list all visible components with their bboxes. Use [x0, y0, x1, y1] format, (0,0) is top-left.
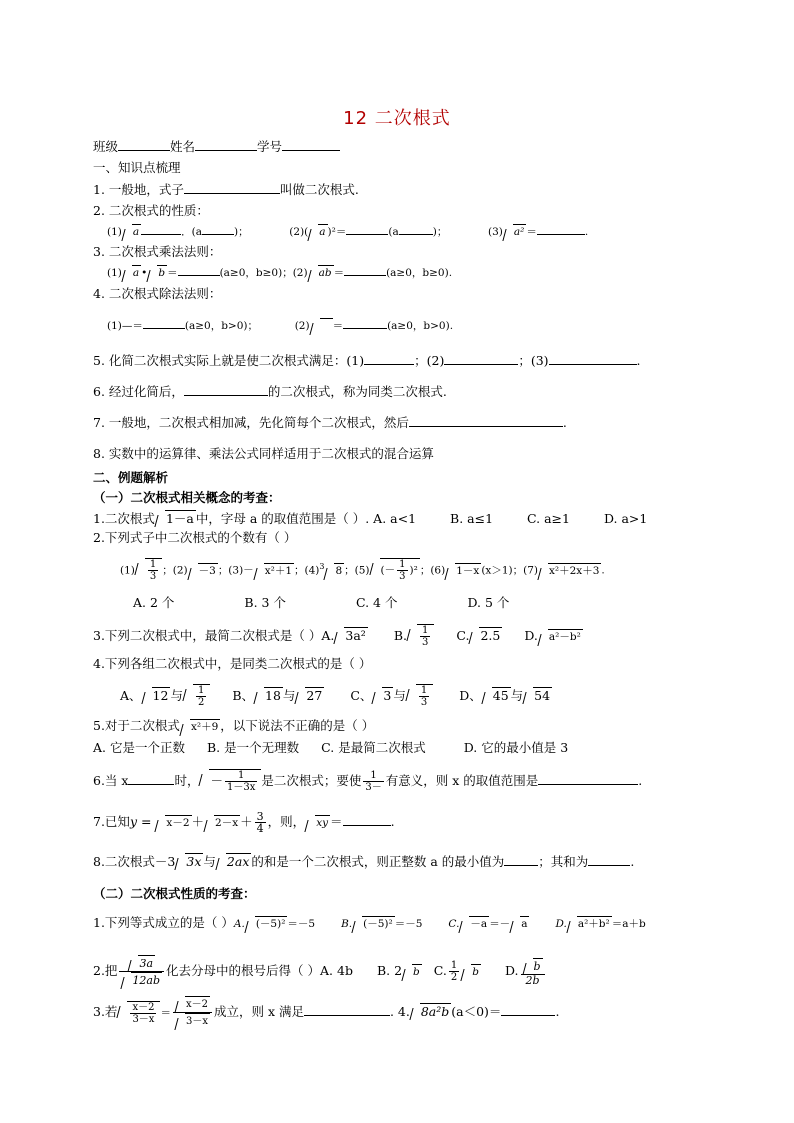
f2-opt-b: B. 2 [376, 963, 403, 978]
knowledge-item-3-title: 3. 二次根式乘法法则： [93, 244, 222, 259]
e4-and-2: 与 [282, 688, 296, 703]
sqrt-minus-3: －3 [189, 563, 218, 579]
e4-opt-b: B、 [232, 688, 254, 703]
e6-blank1[interactable] [128, 772, 174, 785]
e1-opt-d: D. a>1 [603, 511, 648, 526]
sqrt-one-third-c: $\frac{1}{3}$ [407, 684, 433, 708]
sqrt-x-minus-2: x－2 [156, 815, 191, 831]
sqrt-a2-minus-b2: a²－b² [539, 629, 583, 645]
q4-blank1[interactable] [143, 316, 185, 329]
section1-heading: 一、知识点梳理 [93, 160, 181, 175]
knowledge-item-6 [93, 383, 447, 400]
e8-post: 的和是一个二次根式，则正整数 a 的最小值为 [251, 854, 505, 869]
sqrt-ab: ab [309, 265, 334, 281]
q3-blank1[interactable] [178, 263, 220, 276]
q5-blank2[interactable] [444, 352, 518, 365]
e7-end: . [390, 814, 395, 829]
e7-mid: ，则， [267, 814, 306, 829]
sqrt-3x: 3x [176, 853, 203, 870]
sqrt-x2-plus-9: x²＋9 [181, 719, 220, 735]
sqrt-27: 27 [296, 687, 324, 704]
sqrt-b: b [403, 964, 422, 980]
sqrt-54: 54 [524, 687, 552, 704]
example-7: 7.已知y = x－2 ＋ 2－x ＋ $\frac{3}{4}$ ，则， xy ＝ . [93, 810, 395, 835]
e5-pre: 5.对于二次根式 [93, 718, 180, 733]
section2-heading: 二、例题解析 [93, 470, 169, 485]
example-6: 6.当 x 时， － $\frac{1}{1-3x}$ 是二次根式；要使 $\frac{1}{3-}$ 有意义，则 x 的取值范围是 . [93, 770, 643, 793]
q4-blank2[interactable] [343, 316, 387, 329]
e5-post: ，以下说法不正确的是（ ） [220, 718, 375, 733]
knowledge-item-7 [93, 414, 567, 431]
q4-eq: ＝ [332, 320, 344, 332]
f3-blank[interactable] [304, 1003, 390, 1016]
q6-blank[interactable] [184, 383, 268, 396]
example-2-options [133, 595, 509, 611]
knowledge-item-4-title: 4. 二次根式除法法则： [93, 286, 222, 301]
class-label: 班级 [93, 139, 119, 154]
e4-and-1: 与 [170, 688, 183, 703]
f1-opt-b: B. [341, 918, 353, 930]
f1-a-eq: ＝－5 [287, 918, 316, 930]
q2-blank3[interactable] [346, 222, 388, 235]
q4-p1: (1)—＝ [107, 320, 143, 332]
q1-text-end: 叫做二次根式. [279, 182, 359, 197]
e1-opt-b: B. a≤1 [450, 511, 494, 526]
f3-pre: 3.若 [93, 1004, 118, 1019]
property-2: 2.把 $\frac{3a}{12ab}$ 化去分母中的根号后得（ ）A. 4b B. 2 b C. $\frac{1}{2}$ b D. $\frac{b}{2b}$ [93, 955, 547, 988]
f1-opt-a: A. [233, 918, 245, 930]
f4-blank[interactable] [501, 1003, 555, 1016]
sqrt-neg5-sq-b: (－5)² [353, 916, 395, 932]
e2-item2-label: ；(2) [162, 564, 188, 577]
e2-opt-b: B. 3 个 [244, 595, 286, 610]
cbrt-8: 8 [325, 563, 344, 579]
id-blank[interactable] [282, 138, 340, 151]
e4-and-3: 与 [393, 688, 406, 703]
q7-pre: 7. 一般地，二次根式相加减，先化简每个二次根式，然后 [93, 415, 409, 430]
e5-opt-b: B. 是一个无理数 [206, 740, 300, 755]
e3-opt-c: C. [456, 628, 470, 643]
example-5-options [93, 740, 568, 756]
f3-post: 成立，则 x 满足 [213, 1004, 304, 1019]
sqrt-1-minus-x: 1－x [446, 563, 481, 579]
sqrt-2-minus-x: 2－x [205, 815, 240, 831]
f1-opt-c: C. [448, 918, 460, 930]
q5-blank1[interactable] [364, 352, 414, 365]
e5-opt-d: D. 它的最小值是 3 [463, 740, 569, 755]
q2-p1-end: )； [234, 226, 249, 238]
q3-cond1: (a≥0，b≥0)；(2) [219, 267, 308, 279]
e4-opt-a: A、 [120, 688, 142, 703]
class-blank[interactable] [118, 138, 170, 151]
knowledge-item-2-formulas [107, 222, 588, 240]
q6-pre: 6. 经过化简后， [93, 384, 184, 399]
q3-eq: ＝ [167, 267, 178, 279]
f1-pre: 1.下列等式成立的是（ ） [93, 915, 234, 930]
sqrt-one-third: $\frac{1}{3}$ [136, 558, 162, 582]
sqrt-8a2b: 8a²b [411, 1003, 451, 1020]
f1-d-eq: ＝a＋b [611, 918, 646, 930]
sqrt-a2-radical: a² [504, 224, 526, 240]
sqrt-12: 12 [143, 687, 171, 704]
property-3-4: 3.若 $\frac{x-2}{3-x}$ ＝ $\frac{x-2}{3-x}$ 成立，则 x 满足 . 4. 8a²b (a＜0)＝ . [93, 996, 559, 1029]
sqrt-a-c: a [511, 916, 529, 932]
knowledge-item-1 [93, 181, 359, 198]
e2-item4-label: ；(4) [294, 564, 320, 577]
student-info-row [93, 138, 340, 155]
e3-pre: 3.下列二次根式中，最简二次根式是（ ）A. [93, 628, 335, 643]
sqrt-neg5-sq-a: (－5)² [246, 916, 288, 932]
sqrt-a-radical-2: a [309, 224, 327, 240]
e7-y-eq: y = [129, 814, 156, 829]
sqrt-a-mul: a [123, 265, 141, 281]
q7-blank[interactable] [409, 414, 563, 427]
example-4-options [120, 684, 552, 708]
e7-plus2: ＋ [240, 814, 253, 829]
example-1 [93, 510, 647, 527]
e4-opt-d: D、 [459, 688, 482, 703]
sqrt-neg-frac: － $\frac{1}{1-3x}$ [200, 769, 261, 793]
f2-pre: 2.把 [93, 963, 118, 978]
q3-cond2: (a≥0，b≥0). [386, 267, 453, 279]
q3-label: (1) [107, 267, 122, 279]
f1-opt-d: D. [555, 918, 567, 930]
f4-end: . [555, 1004, 560, 1019]
q2-p3-label: (3) [488, 226, 503, 238]
e7-pre: 7.已知 [93, 814, 130, 829]
q2-p1-label: (1) [107, 226, 122, 238]
knowledge-item-4-formulas [107, 316, 453, 334]
q2-p2-cond: (a [388, 226, 399, 238]
knowledge-item-2-title: 2. 二次根式的性质： [93, 203, 209, 218]
name-label: 姓名 [170, 139, 196, 154]
knowledge-item-3-formulas [107, 263, 452, 281]
f4-cond: (a＜0)＝ [451, 1004, 502, 1019]
q2-p2-end: )； [432, 226, 448, 238]
e2-item5-label: ；(5) [344, 564, 370, 577]
sqrt-one-third-b: $\frac{1}{3}$ [408, 624, 434, 648]
q4-c2: (a≥0，b>0). [387, 320, 454, 332]
e2-opt-d: D. 5 个 [467, 595, 510, 610]
e2-item1-label: (1) [120, 564, 135, 577]
sqrt-18: 18 [255, 687, 283, 704]
sqrt-b-c: b [462, 964, 481, 980]
subsection2-heading: （二）二次根式性质的考查： [93, 886, 256, 901]
e1-opt-a: 中，字母 a 的取值范围是（ ）. A. a<1 [195, 511, 417, 526]
sqrt-3: 3 [373, 687, 393, 704]
q2-p3-eq: ＝ [526, 226, 537, 238]
subsection1-heading: （一）二次根式相关概念的考查： [93, 490, 281, 505]
e7-plus: ＋ [191, 814, 205, 829]
e5-opt-c: C. 是最简二次根式 [321, 740, 426, 755]
example-8 [93, 853, 634, 870]
e2-item6-label: ；(6) [419, 564, 446, 577]
q2-p1-cond: ．(a [181, 226, 202, 238]
q5-text: 5. 化简二次根式实际上就是使二次根式满足：(1) [93, 353, 365, 368]
e4-and-4: 与 [510, 688, 524, 703]
e6-end: . [638, 773, 643, 788]
sqrt-1-minus-a: 1－a [156, 510, 196, 527]
q2-end: . [584, 226, 589, 238]
e1-opt-c: C. a≥1 [527, 511, 570, 526]
q5-s3: ；(3) [518, 353, 549, 368]
sqrt-frac-lhs: $\frac{x-2}{3-x}$ [118, 1001, 160, 1025]
example-3 [93, 624, 583, 648]
f2-opt-c: C. [433, 963, 447, 978]
e2-item7-label: (x＞1)；(7) [481, 564, 538, 577]
sqrt-xy: xy [306, 815, 330, 831]
q4-c1: (a≥0，b>0)； [184, 320, 259, 332]
q7-end: . [562, 415, 567, 430]
sqrt-3a2: 3a² [335, 627, 367, 644]
q2-blank1[interactable] [141, 222, 181, 235]
q5-s2: ；(2) [414, 353, 445, 368]
sqrt-2ax: 2ax [217, 853, 251, 870]
q3-blank2[interactable] [344, 263, 386, 276]
sqrt-x2-2x-3: x²＋2x＋3 [539, 563, 601, 579]
e1-pre: 1.二次根式 [93, 511, 155, 526]
q1-blank[interactable] [184, 181, 280, 194]
page-title: 12 二次根式 [343, 108, 451, 129]
sqrt-x2-plus-1: x²＋1 [255, 563, 294, 579]
q3-dot: • [141, 267, 148, 279]
example-5-title [93, 718, 374, 735]
q5-blank3[interactable] [549, 352, 637, 365]
e8-and: 与 [203, 854, 216, 869]
q6-post: 的二次根式，称为同类二次根式. [267, 384, 447, 399]
e7-blank[interactable] [343, 813, 391, 826]
e5-opt-a: A. 它是一个正数 [93, 740, 185, 755]
e3-opt-b: B. [393, 628, 407, 643]
q1-text: 1. 一般地，式子 [93, 182, 184, 197]
sqrt-neg-third-sq: (－ $\frac{1}{3}$ )² [371, 558, 420, 582]
f1-b-eq: ＝－5 [394, 918, 423, 930]
sqrt-neg-a: －a [460, 916, 489, 932]
sqrt-empty-div [311, 318, 333, 334]
q3-eq2: ＝ [333, 267, 345, 279]
e4-opt-c: C、 [350, 688, 373, 703]
f3-eq: ＝ [160, 1007, 171, 1019]
e2-opt-a: A. 2 个 [133, 595, 175, 610]
e7-eq: ＝ [330, 814, 343, 829]
e8-mid: ；其和为 [538, 854, 589, 869]
e2-opt-c: C. 4 个 [355, 595, 398, 610]
e3-opt-d: D. [524, 628, 538, 643]
e6-mid2: 是二次根式；要使 [261, 773, 362, 788]
sqrt-2-5: 2.5 [470, 627, 502, 644]
sqrt-one-half: $\frac{1}{2}$ [184, 684, 210, 708]
example-2-items: (1) $\frac{1}{3}$ ；(2) －3 ；(3)－ x²＋1 ；$(4)^3$ 8 ；(5) (－ $\frac{1}{3}$ )² ；(6) 1－x (x＞1)；(7) x²＋2x＋3 . [120, 559, 605, 582]
knowledge-item-5 [93, 352, 641, 369]
f1-c-eq: ＝－ [489, 918, 511, 930]
e6-pre: 6.当 x [93, 773, 129, 788]
f2-opt-d: D. [504, 963, 519, 978]
q2-blank5[interactable] [537, 222, 585, 235]
e6-blank2[interactable] [538, 772, 638, 785]
sqrt-a2-b2: a²＋b² [568, 916, 612, 932]
e2-item3-label: ；(3)－ [217, 564, 254, 577]
f4-label: . 4. [389, 1004, 410, 1019]
e6-mid3: 有意义，则 x 的取值范围是 [385, 773, 539, 788]
sqrt-a-radical: a [123, 224, 141, 240]
e8-blank2[interactable] [588, 853, 630, 866]
f2-post: 化去分母中的根号后得（ ）A. 4b [166, 963, 353, 978]
q5-end: . [636, 353, 641, 368]
e8-blank1[interactable] [504, 853, 538, 866]
q2-blank2[interactable] [202, 222, 234, 235]
sqrt-45: 45 [483, 687, 511, 704]
e6-mid: 时， [174, 773, 200, 788]
example-4-title: 4.下列各组二次根式中，是同类二次根式的是（ ） [93, 656, 372, 671]
sqrt-b-mul: b [148, 265, 167, 281]
e8-pre: 8.二次根式－3 [93, 854, 176, 869]
e8-end: . [630, 854, 635, 869]
name-blank[interactable] [195, 138, 257, 151]
q4-p2: (2) [294, 320, 310, 332]
q2-blank4[interactable] [399, 222, 433, 235]
id-label: 学号 [257, 139, 283, 154]
property-1 [93, 915, 646, 932]
q2-p2-eq: )²＝ [327, 226, 347, 238]
knowledge-item-8: 8. 实数中的运算律、乘法公式同样适用于二次根式的混合运算 [93, 446, 434, 461]
example-2-title: 2.下列式子中二次根式的个数有（ ） [93, 530, 297, 545]
e2-end: . [601, 564, 605, 577]
q2-p2-label: (2)( [289, 226, 309, 238]
